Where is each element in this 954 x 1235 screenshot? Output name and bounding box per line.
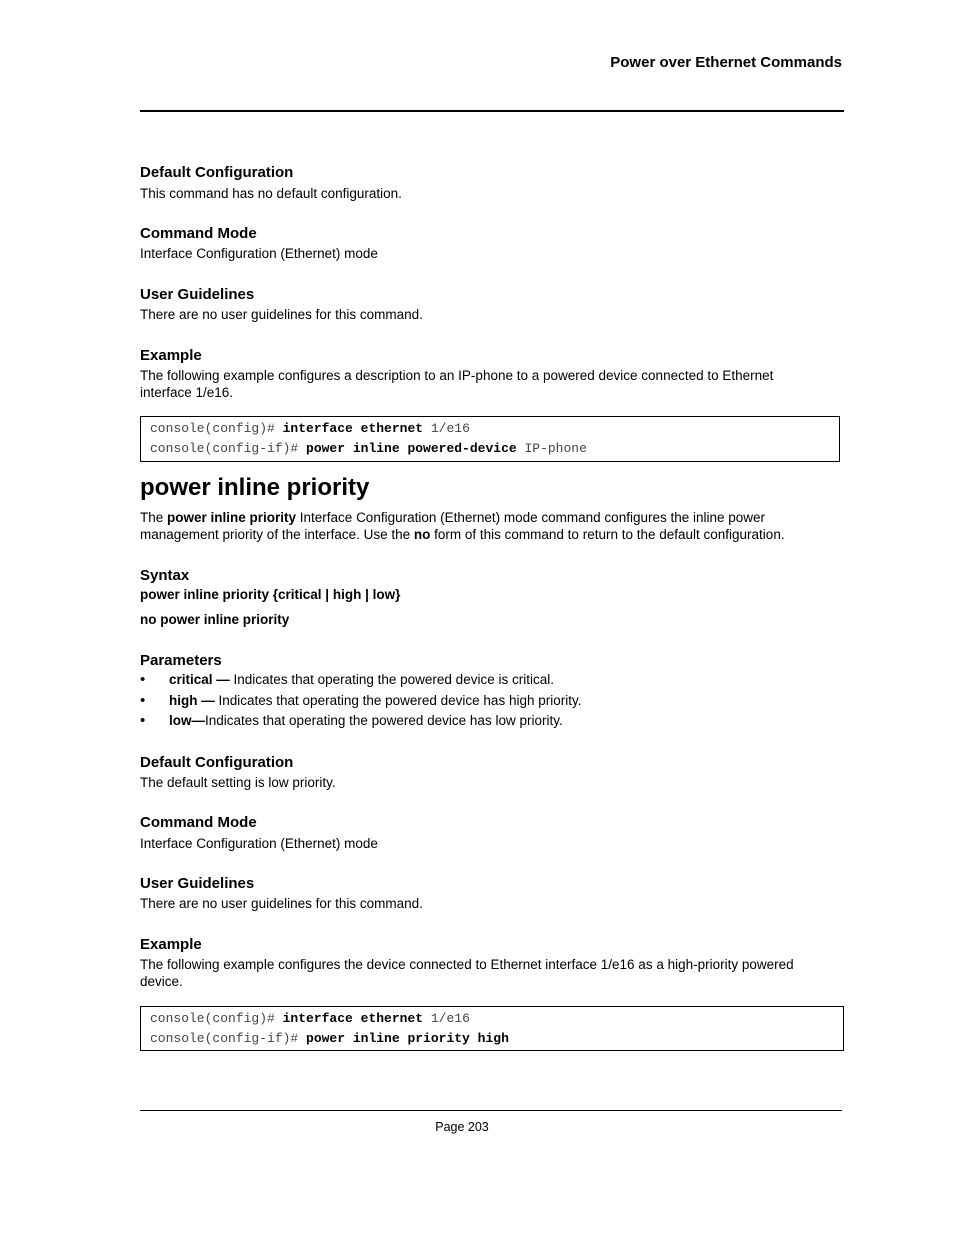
user-guidelines-text: There are no user guidelines for this command. bbox=[140, 896, 423, 911]
default-config-heading: Default Configuration bbox=[140, 754, 294, 771]
parameter-desc: Indicates that operating the powered device has low priority. bbox=[205, 713, 563, 728]
syntax-no-line: no power inline priority bbox=[140, 612, 290, 627]
code-line bbox=[150, 1011, 470, 1026]
user-guidelines-text: There are no user guidelines for this command. bbox=[140, 307, 423, 322]
intro-line1 bbox=[140, 509, 830, 526]
command-mode-text: Interface Configuration (Ethernet) mode bbox=[140, 246, 378, 261]
example-text-line2: interface 1/e16. bbox=[140, 385, 234, 400]
parameter-term: low— bbox=[169, 713, 205, 728]
example-text-line1: The following example configures the device connected to Ethernet interface 1/e16 as a high-priority powered bbox=[140, 957, 794, 972]
header-rule bbox=[140, 110, 844, 112]
code-line bbox=[150, 441, 587, 456]
command-mode-heading: Command Mode bbox=[140, 225, 257, 242]
bullet-icon: • bbox=[140, 671, 146, 688]
code-line bbox=[150, 1031, 509, 1046]
section-title: power inline priority bbox=[140, 474, 370, 501]
parameters-heading: Parameters bbox=[140, 652, 222, 669]
code-line bbox=[150, 421, 470, 436]
parameter-desc: Indicates that operating the powered device is critical. bbox=[229, 672, 554, 687]
example-heading: Example bbox=[140, 936, 202, 953]
code-prompt: console(config)# bbox=[150, 421, 283, 436]
intro-command-name: power inline priority bbox=[167, 510, 297, 525]
command-mode-text: Interface Configuration (Ethernet) mode bbox=[140, 836, 378, 851]
user-guidelines-heading: User Guidelines bbox=[140, 286, 255, 303]
parameter-term: high — bbox=[169, 693, 215, 708]
code-block bbox=[140, 416, 840, 462]
example-text-line2: device. bbox=[140, 974, 183, 989]
syntax-heading: Syntax bbox=[140, 567, 190, 584]
code-prompt: console(config-if)# bbox=[150, 1031, 307, 1046]
intro-text: management priority of the interface. Use the bbox=[140, 527, 414, 542]
intro-text: The bbox=[140, 510, 168, 525]
code-prompt: console(config)# bbox=[150, 1011, 283, 1026]
code-block bbox=[140, 1006, 844, 1051]
parameter-term: critical — bbox=[169, 672, 230, 687]
running-header: Power over Ethernet Commands bbox=[610, 54, 842, 71]
code-command: power inline priority high bbox=[306, 1031, 509, 1046]
parameter-desc: Indicates that operating the powered device has high priority. bbox=[214, 693, 582, 708]
code-command: interface ethernet bbox=[282, 421, 424, 436]
syntax-line: power inline priority {critical | high | low} bbox=[140, 587, 401, 602]
code-argument: IP-phone bbox=[516, 441, 587, 456]
parameter-text bbox=[169, 693, 581, 708]
code-command: interface ethernet bbox=[282, 1011, 424, 1026]
intro-text: Interface Configuration (Ethernet) mode command configures the inline power bbox=[296, 510, 766, 525]
bullet-icon: • bbox=[140, 692, 146, 709]
footer-rule bbox=[140, 1110, 842, 1111]
user-guidelines-heading: User Guidelines bbox=[140, 875, 255, 892]
code-prompt: console(config-if)# bbox=[150, 441, 307, 456]
example-heading: Example bbox=[140, 347, 202, 364]
default-config-text: The default setting is low priority. bbox=[140, 775, 336, 790]
code-command: power inline powered-device bbox=[306, 441, 517, 456]
command-mode-heading: Command Mode bbox=[140, 814, 257, 831]
parameter-text bbox=[169, 672, 554, 687]
example-text-line1: The following example configures a description to an IP-phone to a powered device connected to Ethernet bbox=[140, 368, 774, 383]
default-config-heading: Default Configuration bbox=[140, 164, 294, 181]
page-number: Page 203 bbox=[435, 1120, 489, 1134]
code-argument: 1/e16 bbox=[423, 421, 470, 436]
code-argument: 1/e16 bbox=[423, 1011, 470, 1026]
bullet-icon: • bbox=[140, 712, 146, 729]
intro-keyword: no bbox=[413, 527, 431, 542]
default-config-text: This command has no default configuration. bbox=[140, 186, 402, 201]
parameter-text bbox=[169, 713, 563, 728]
intro-text: form of this command to return to the default configuration. bbox=[430, 527, 785, 542]
intro-line2 bbox=[140, 526, 830, 543]
